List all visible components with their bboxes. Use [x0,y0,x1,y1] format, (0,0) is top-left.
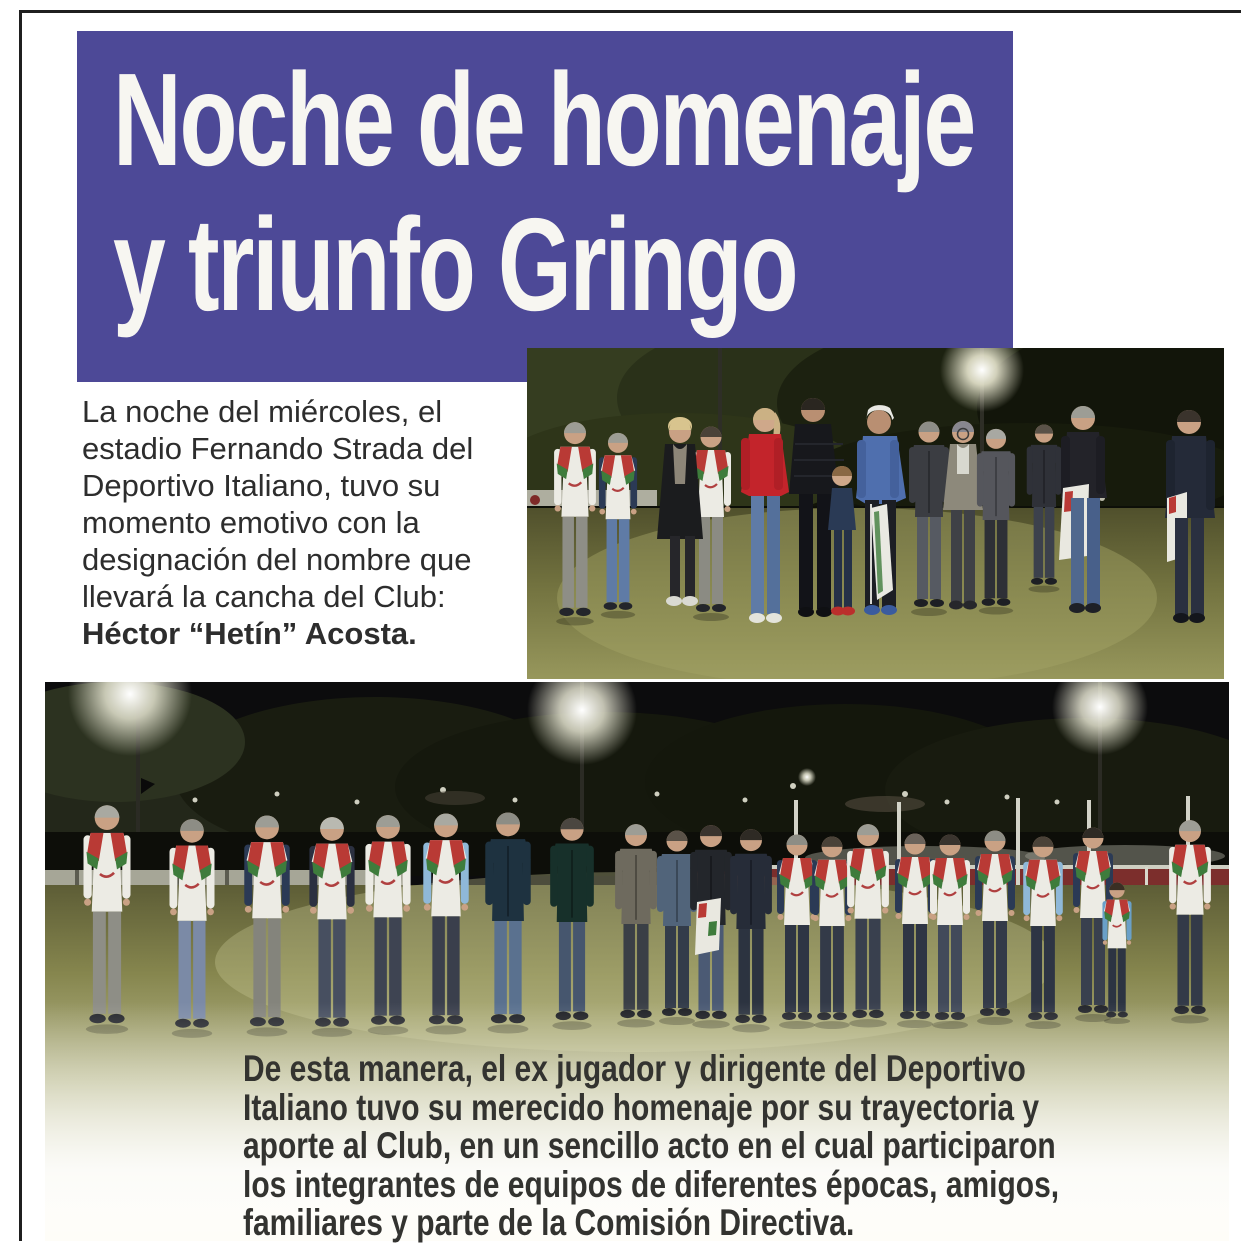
intro-line: estadio Fernando Strada del [82,431,474,466]
caption-line: los integrantes de equipos de diferentes épocas, amigos, [243,1163,1060,1205]
headline-banner [77,31,1013,382]
page-border-left [19,10,22,1241]
caption-line: Italiano tuvo su merecido homenaje por su trayectoria y [243,1086,1040,1128]
intro-paragraph [82,393,473,652]
caption-paragraph [243,1050,1241,1243]
page-border-top [19,10,1241,13]
intro-line: Deportivo Italiano, tuvo su [82,468,441,503]
intro-line: designación del nombre que [82,542,472,577]
photo-ceremony-night [527,348,1224,679]
intro-line: llevará la cancha del Club: [82,579,446,614]
headline-line-2: y triunfo Gringo [113,191,797,338]
caption-line: familiares y parte de la Comisión Directiva. [243,1202,855,1243]
headline-line-1: Noche de homenaje [113,46,975,193]
caption-line: De esta manera, el ex jugador y dirigente del Deportivo [243,1048,1026,1089]
intro-line-bold: Héctor “Hetín” Acosta. [82,616,417,651]
caption-line: aporte al Club, en un sencillo acto en el cual participaron [243,1125,1056,1166]
intro-line: La noche del miércoles, el [82,394,443,429]
intro-line: momento emotivo con la [82,505,420,540]
